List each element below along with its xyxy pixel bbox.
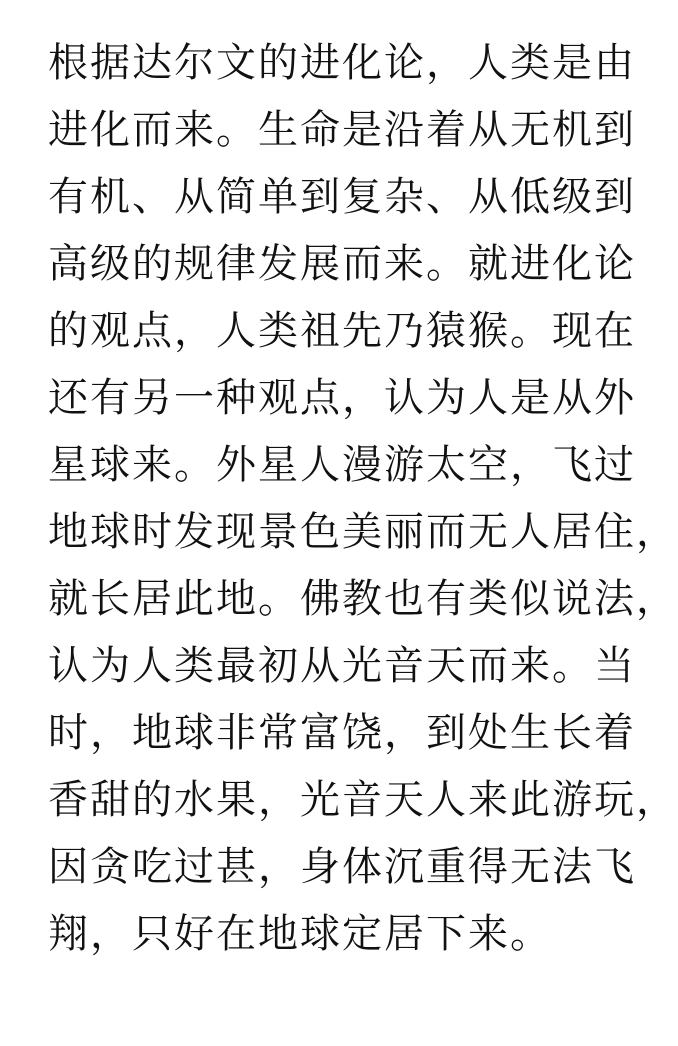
text-line-1: 根据达尔文的进化论，人类是由 xyxy=(48,40,636,86)
text-line-3: 有机、从简单到复杂、从低级到 xyxy=(48,174,636,220)
text-line-4: 高级的规律发展而来。就进化论 xyxy=(48,241,636,287)
text-line-10: 认为人类最初从光音天而来。当 xyxy=(48,643,636,689)
text-line-14: 翔，只好在地球定居下来。 xyxy=(48,911,552,957)
text-line-11: 时，地球非常富饶，到处生长着 xyxy=(48,710,636,756)
text-line-9: 就长居此地。佛教也有类似说法， xyxy=(48,576,678,622)
text-line-5: 的观点，人类祖先乃猿猴。现在 xyxy=(48,308,636,354)
text-line-13: 因贪吃过甚，身体沉重得无法飞 xyxy=(48,844,636,890)
text-line-8: 地球时发现景色美丽而无人居住， xyxy=(48,509,678,555)
text-line-6: 还有另一种观点，认为人是从外 xyxy=(48,375,636,421)
text-line-2: 进化而来。生命是沿着从无机到 xyxy=(48,107,636,153)
text-line-7: 星球来。外星人漫游太空，飞过 xyxy=(48,442,636,488)
text-line-12: 香甜的水果，光音天人来此游玩， xyxy=(48,777,678,823)
